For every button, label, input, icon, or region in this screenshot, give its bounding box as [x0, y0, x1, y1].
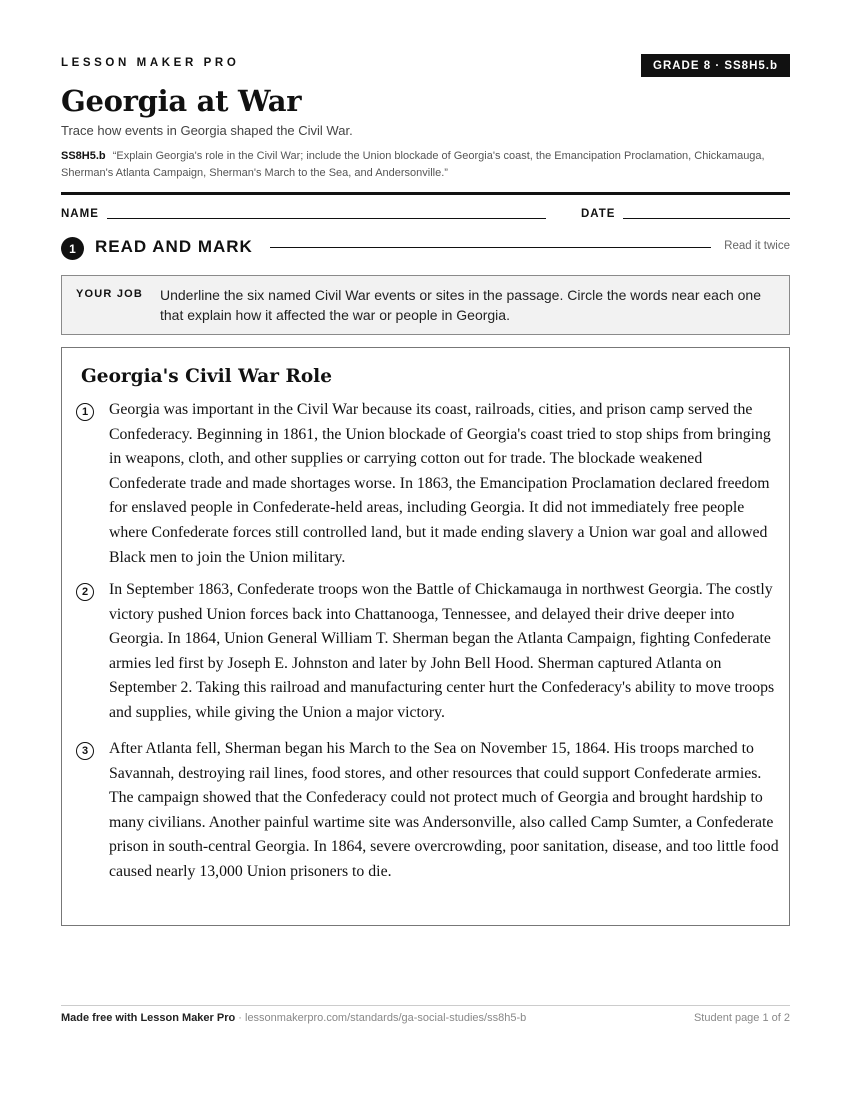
- footer-url[interactable]: lessonmakerpro.com/standards/ga-social-studies/ss8h5-b: [245, 1012, 527, 1024]
- paragraph-2: In September 1863, Confederate troops won the Battle of Chickamauga in northwest Georgia. The costly victory pushed Union forces back into Chattanooga, Tennessee, and delayed their drive deeper into Georgia. In 1864, Union General William T. Sherman began the Atlanta Campaign, fighting Confederate armies led first by Joseph E. Johnston and later by John Bell Hood. Sherman captured Atlanta on September 2. Taking this railroad and manufacturing center hurt the Confederacy's ability to move troops and supplies, while giving the Union a major victory.: [109, 581, 775, 721]
- paragraph-number-2: 2: [76, 583, 94, 601]
- footer-divider: [61, 1005, 790, 1006]
- paragraph-number-3: 3: [76, 742, 94, 760]
- section-note: Read it twice: [724, 240, 790, 252]
- page-subtitle: Trace how events in Georgia shaped the Civil War.: [61, 123, 353, 138]
- date-field[interactable]: [623, 218, 790, 219]
- date-label: DATE: [581, 208, 616, 220]
- standard-code: SS8H5.b: [61, 150, 106, 162]
- section-divider: [270, 247, 711, 248]
- paragraph-3: After Atlanta fell, Sherman began his March to the Sea on November 15, 1864. His troops marched to Savannah, destroying rail lines, food stores, and other resources that could support Confederate armies. The campaign showed that the Confederacy could not protect much of Georgia and brought hardship to many civilians. Another painful wartime site was Andersonville, also called Camp Sumter, a Confederate prison in south-central Georgia. In 1864, severe overcrowding, poor sanitation, disease, and too little food caused nearly 13,000 Union prisoners to die.: [109, 740, 779, 880]
- footer-made-with: Made free with Lesson Maker Pro: [61, 1012, 236, 1024]
- section-number-badge: 1: [61, 237, 84, 260]
- footer-separator: ·: [235, 1012, 245, 1024]
- footer-credit: [61, 1012, 526, 1024]
- standard-text: “Explain Georgia's role in the Civil War; include the Union blockade of Georgia's coast, the Emancipation Proclamation, Chickamauga, Sherman's Atlanta Campaign, Sherman's March to the Sea, and Andersonville.”: [61, 150, 765, 179]
- section-title: READ AND MARK: [95, 237, 253, 256]
- name-field[interactable]: [107, 218, 546, 219]
- footer-page-number: Student page 1 of 2: [693, 1012, 790, 1024]
- passage-title: Georgia's Civil War Role: [81, 366, 332, 387]
- your-job-label: YOUR JOB: [76, 288, 144, 300]
- your-job-box: [61, 275, 790, 335]
- page-title: Georgia at War: [61, 84, 302, 118]
- your-job-instructions: Underline the six named Civil War events or sites in the passage. Circle the words near each one that explain how it affected the war or people in Georgia.: [160, 287, 761, 323]
- paragraph-1: Georgia was important in the Civil War because its coast, railroads, cities, and prison camp served the Confederacy. Beginning in 1861, the Union blockade of Georgia's coast tried to stop ships from bringing in weapons, cloth, and other supplies or carrying cotton out for trade. The blockade weakened Confederate trade and made shortages worse. In 1863, the Emancipation Proclamation declared freedom for enslaved people in Confederate-held areas, including Georgia. It did not immediately free people where Confederate forces still controlled land, but it made ending slavery a Union war goal and allowed Black men to join the Union military.: [109, 401, 771, 566]
- header-divider: [61, 192, 790, 195]
- reading-passage: [61, 347, 790, 926]
- brand-logo-text: LESSON MAKER PRO: [61, 57, 240, 69]
- paragraph-number-1: 1: [76, 403, 94, 421]
- name-label: NAME: [61, 208, 99, 220]
- standard-description: [61, 148, 791, 182]
- grade-badge: GRADE 8 · SS8H5.b: [641, 54, 790, 77]
